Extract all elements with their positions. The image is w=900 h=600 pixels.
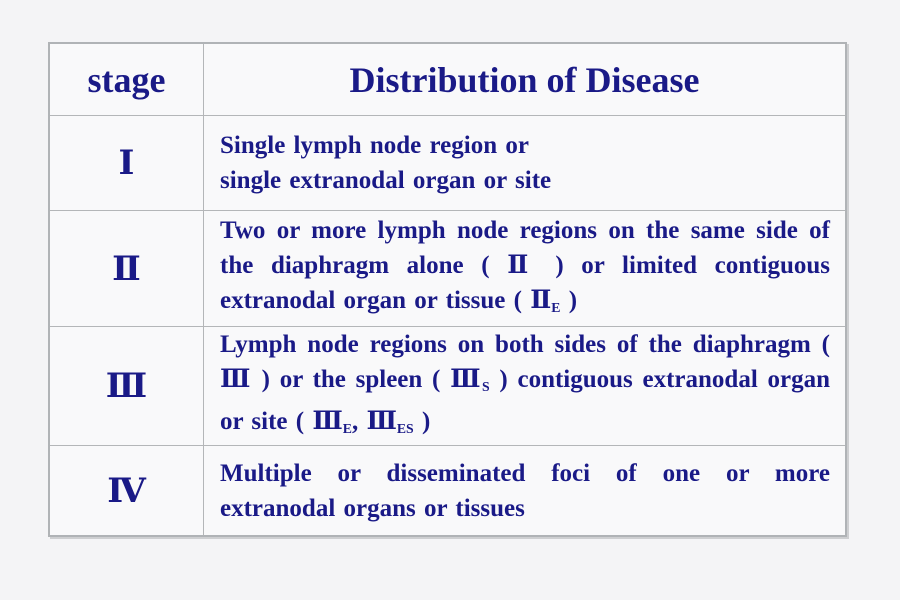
stage-value-1: Ⅰ	[50, 115, 204, 210]
distribution-text-3: Lymph node regions on both sides of the diaphragm ( Ⅲ ) or the spleen ( $Ⅲ_S$ ) contiguous extranodal organ or site ( $Ⅲ_E$, $Ⅲ_{ES}$ )	[220, 330, 831, 436]
disease-staging-table	[48, 42, 847, 537]
table-row-distribution-4	[204, 445, 845, 535]
stage-value-2: Ⅱ	[50, 210, 204, 326]
stage-value-4: Ⅳ	[50, 445, 204, 535]
distribution-text-2: Two or more lymph node regions on the same side of the diaphragm alone ( Ⅱ ) or limited contiguous extranodal organ or tissue ( $Ⅱ_E$ )	[220, 216, 830, 315]
table-row-distribution-2	[204, 210, 845, 326]
table-row-distribution-3	[204, 326, 845, 445]
stage-value-3: Ⅲ	[50, 326, 204, 445]
header-distribution: Distribution of Disease	[349, 59, 700, 100]
table-row-distribution-1	[204, 115, 845, 210]
header-stage: stage	[50, 44, 204, 115]
distribution-text-4: Multiple or disseminated foci of one or more extranodal organs or tissues	[220, 459, 830, 522]
distribution-text-1: Single lymph node region or single extranodal organ or site	[220, 132, 552, 194]
